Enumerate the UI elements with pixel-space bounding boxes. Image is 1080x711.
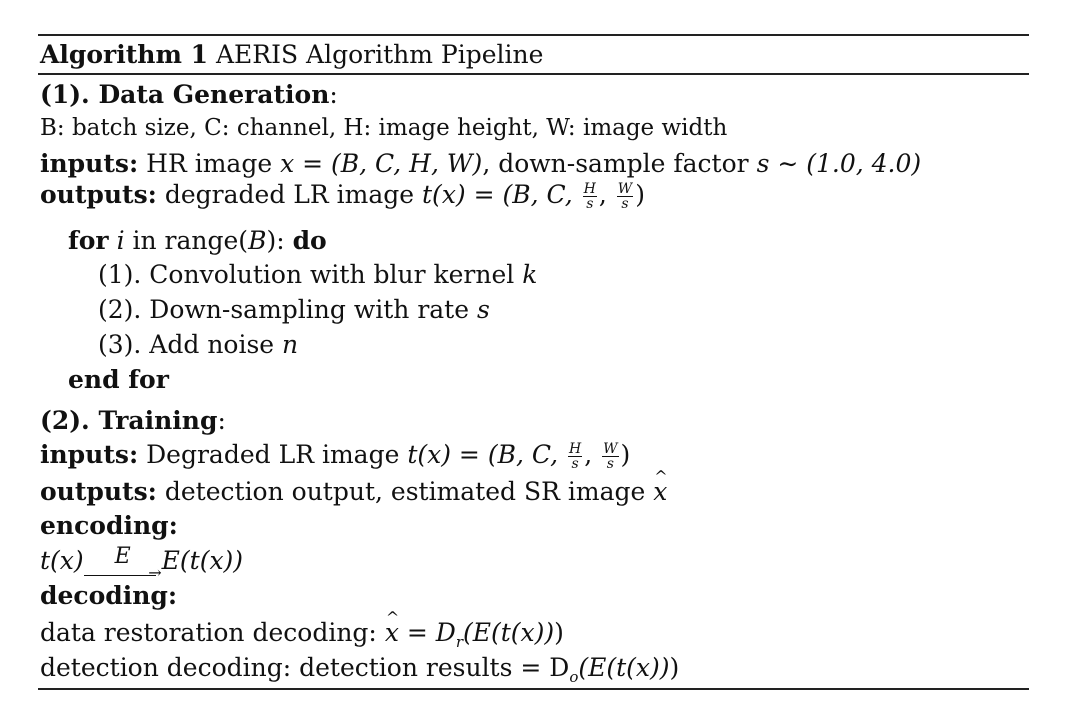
bottom-rule — [38, 688, 1029, 690]
for-var: i — [116, 226, 125, 255]
tr-inputs-line: inputs: Degraded LR image t(x) = (B, C, $\frac{H}{s}$ , $\frac{W}{s}$ ) — [40, 440, 631, 472]
step-1: (1). Convolution with blur kernel k — [98, 260, 538, 289]
legend-text: B: batch size, C: channel, H: image height, W: image width — [40, 115, 728, 141]
inputs-text: HR image — [146, 149, 273, 178]
step-2: (2). Down-sampling with rate s — [98, 295, 490, 324]
inputs-math: x = (B, C, H, W) — [280, 149, 483, 178]
for-line — [68, 228, 327, 253]
outputs-text: degraded LR image — [164, 180, 415, 209]
fraction-h-over-s: $\frac{H}{s}$ — [583, 181, 596, 212]
outputs-keyword: outputs: — [40, 477, 157, 506]
top-rule — [38, 34, 1029, 36]
decoding-restoration: data restoration decoding: ^ $x = D_r(E(t(x)))$ — [40, 620, 564, 650]
enc-left: t(x) — [40, 546, 84, 575]
fraction-h-over-s: $\frac{H}{s}$ — [568, 441, 582, 472]
section-heading: (2). Training — [40, 406, 218, 435]
dg-outputs-line: outputs: degraded LR image t(x) = (B, C, $\frac{H}{s}$ , $\frac{W}{s}$ ) — [40, 180, 645, 212]
section-heading: (1). Data Generation — [40, 80, 330, 109]
section-training: (2). Training: — [40, 406, 226, 435]
caption-rule — [38, 73, 1029, 75]
section-data-generation: (1). Data Generation: — [40, 80, 338, 109]
enc-right: E(t(x)) — [161, 546, 244, 575]
fraction-w-over-s: $\frac{W}{s}$ — [603, 441, 618, 472]
fraction-w-over-s: $\frac{W}{s}$ — [617, 181, 633, 212]
dg-inputs-line — [40, 151, 921, 176]
for-keyword: for — [68, 226, 109, 255]
tr-outputs-line — [40, 479, 667, 504]
algorithm-title: AERIS Algorithm Pipeline — [215, 40, 544, 69]
inputs-text: Degraded LR image — [146, 440, 400, 469]
inputs-keyword: inputs: — [40, 149, 139, 178]
encoder-arrow: E → — [84, 552, 162, 574]
algorithm-label: Algorithm 1 — [40, 40, 208, 69]
for-close: ): — [266, 226, 285, 255]
step-3: (3). Add noise n — [98, 330, 299, 359]
encoding-expr — [40, 544, 244, 582]
for-arg: B — [248, 226, 267, 255]
outputs-keyword: outputs: — [40, 180, 157, 209]
decoding-line — [40, 583, 177, 608]
end-for-line — [68, 367, 169, 392]
inputs-math: t(x) = (B, C, — [407, 440, 559, 469]
inputs-tail: , down-sample factor — [482, 149, 749, 178]
inputs-keyword: inputs: — [40, 440, 139, 469]
algorithm-caption — [40, 42, 543, 67]
encoding-keyword: encoding: — [40, 511, 178, 540]
encoding-line — [40, 513, 178, 538]
decoding-detection: detection decoding: detection results = $D_o(E(t(x)))$ — [40, 653, 680, 686]
inputs-math-factor: s ∼ (1.0, 4.0) — [756, 149, 922, 178]
decoding-keyword: decoding: — [40, 581, 178, 610]
x-hat: ^ x — [653, 479, 667, 504]
do-keyword: do — [292, 226, 327, 255]
for-text: in range( — [124, 226, 249, 255]
x-hat: ^ x — [385, 620, 399, 645]
end-for-keyword: end for — [68, 365, 169, 394]
outputs-text: detection output, estimated SR image — [164, 477, 646, 506]
outputs-math: t(x) = (B, C, — [422, 180, 573, 209]
legend-line — [40, 117, 727, 140]
